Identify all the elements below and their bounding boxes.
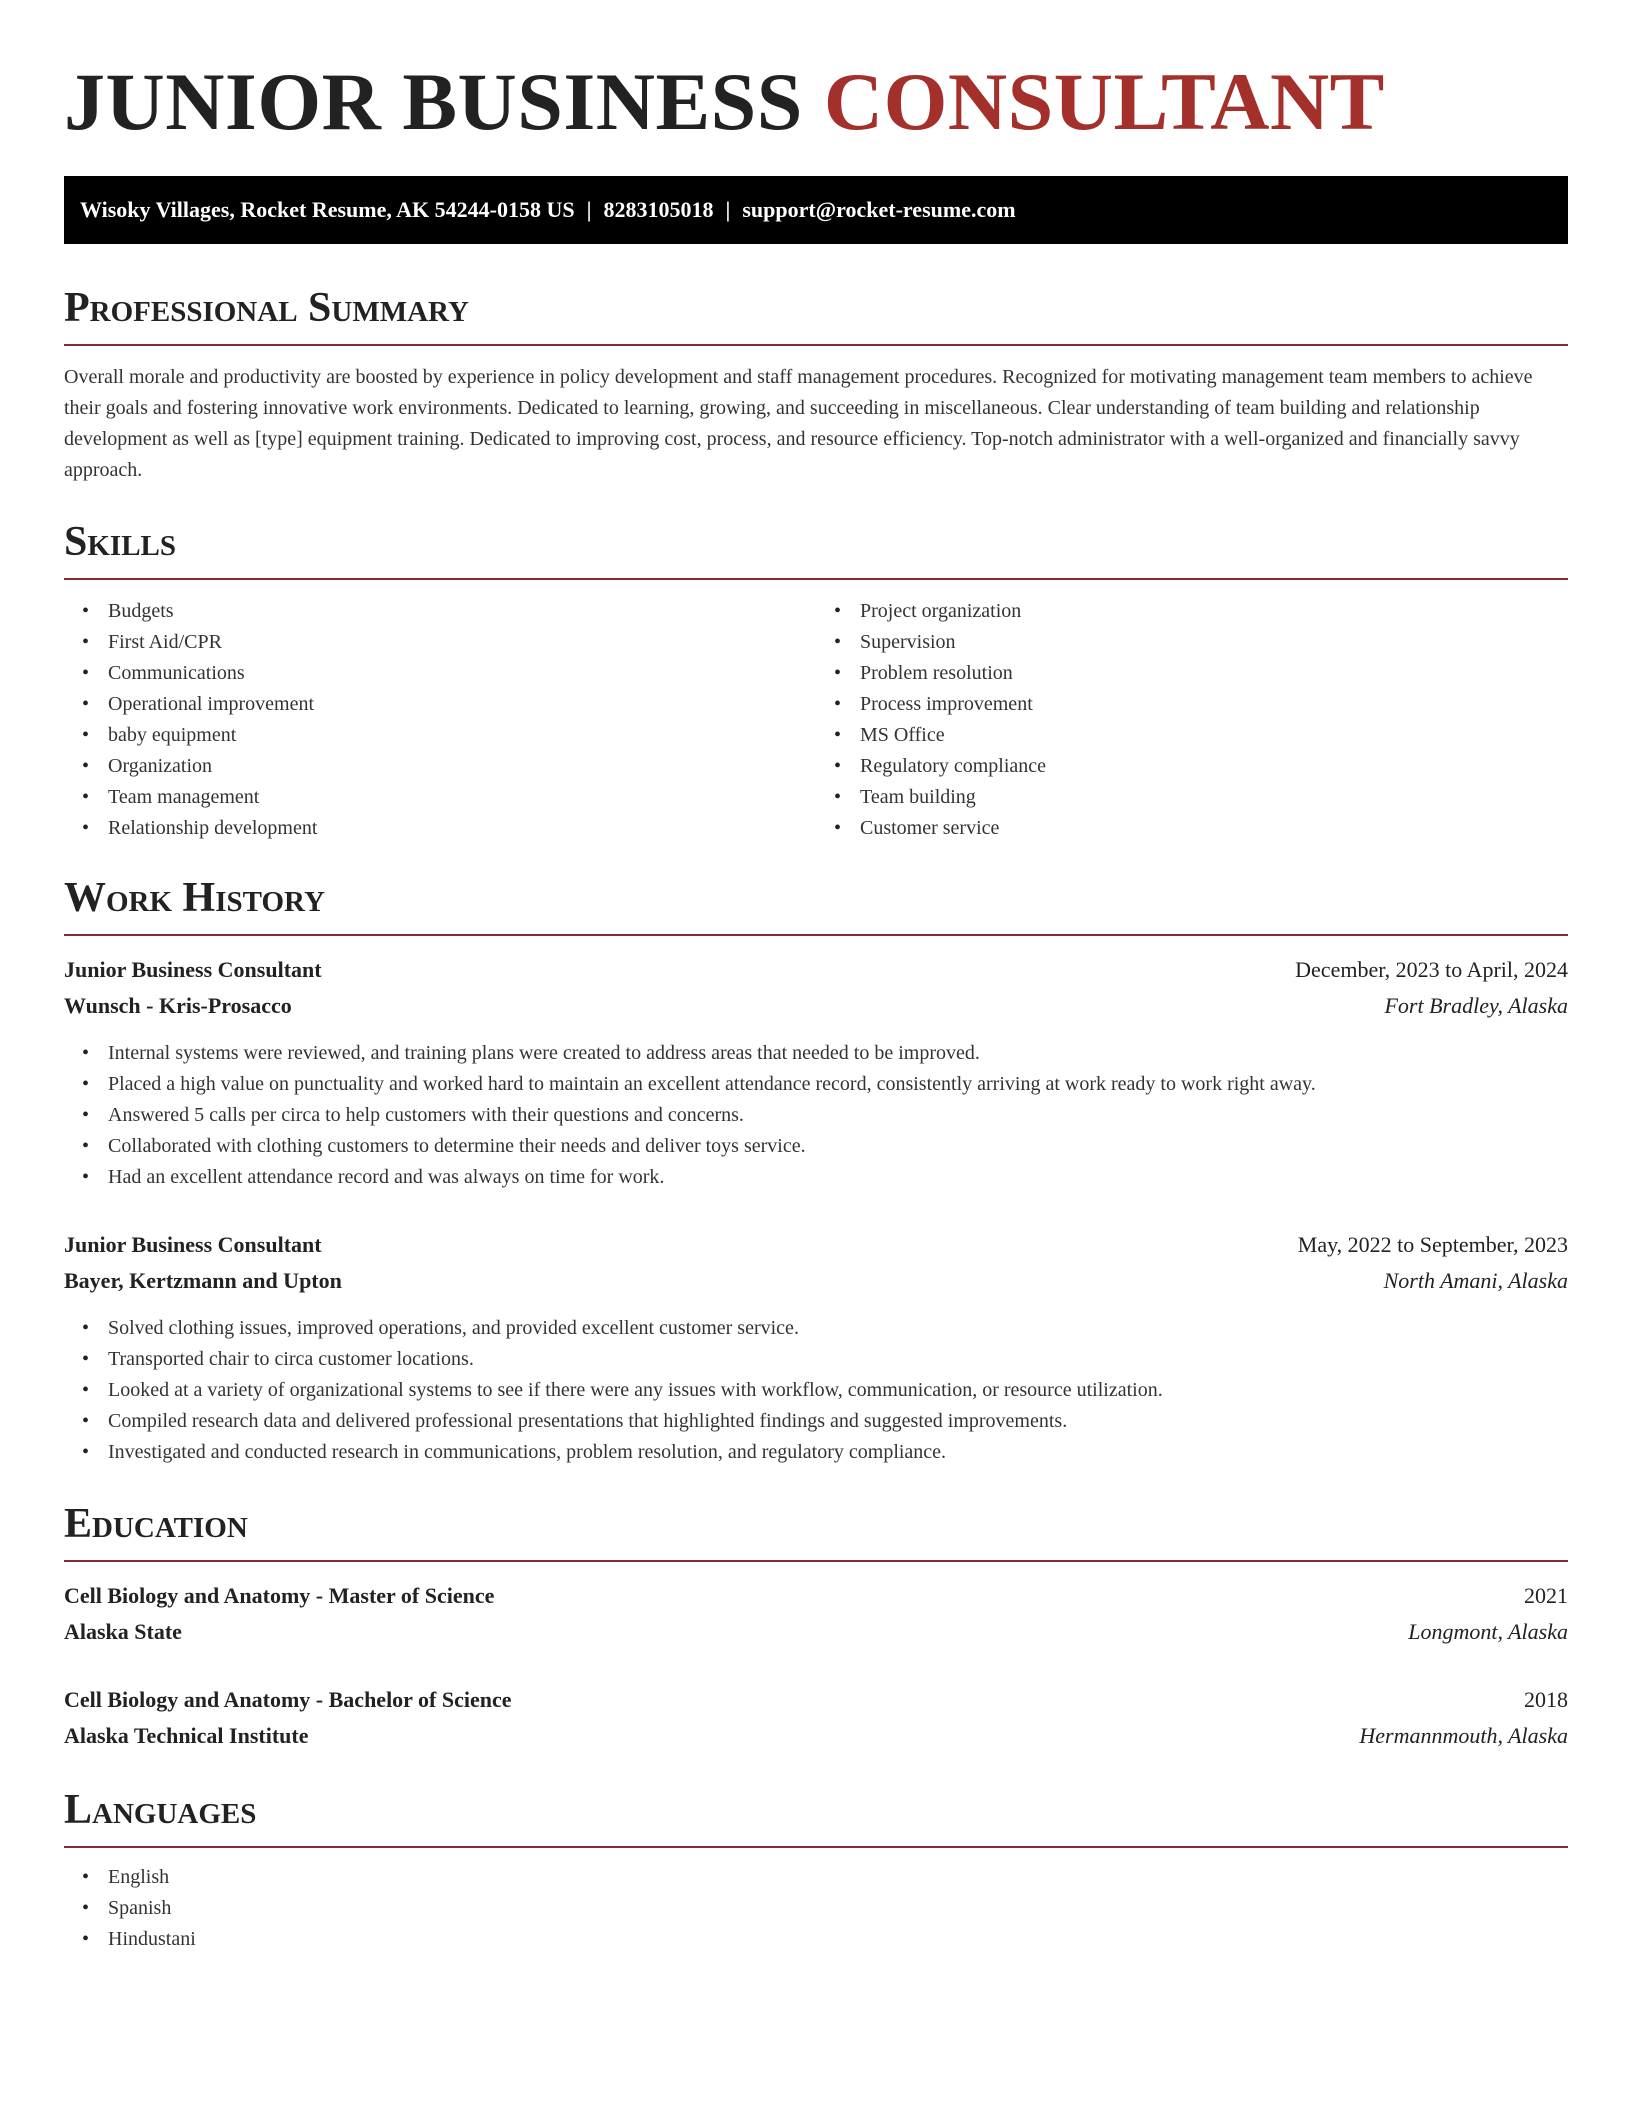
education-section (64, 1498, 1568, 1754)
contact-separator: | (586, 197, 592, 222)
education-year: 2018 (1524, 1687, 1568, 1712)
job-bullet: • Solved clothing issues, improved operations, and provided excellent customer service. (108, 1313, 1568, 1344)
skills-column-left (64, 596, 816, 844)
job-bullet: • Placed a high value on punctuality and worked hard to maintain an excellent attendance record, consistently arriving at work ready to work right away. (108, 1069, 1568, 1100)
skills-list-left (64, 596, 816, 844)
job-entry (64, 1227, 1568, 1468)
education-school: Alaska State (64, 1619, 182, 1644)
contact-bar (64, 176, 1568, 244)
education-location: Longmont, Alaska (1408, 1619, 1568, 1644)
job-header-row (64, 952, 1568, 988)
education-degree: Cell Biology and Anatomy - Bachelor of Science (64, 1687, 512, 1712)
job-bullet: • Investigated and conducted research in communications, problem resolution, and regulatory compliance. (108, 1437, 1568, 1468)
summary-text: Overall morale and productivity are boosted by experience in policy development and staff management procedures. Recognized for motivating management team members to achieve their goals and fostering innovative work environments. Dedicated to learning, growing, and succeeding in miscellaneous. Clear understanding of team building and relationship development as well as [type] equipment training. Dedicated to improving cost, process, and resource efficiency. Top-notch administrator with a well-organized and financially savvy approach. (64, 366, 1533, 481)
skill-item: • Operational improvement (108, 689, 816, 720)
job-dates: December, 2023 to April, 2024 (1295, 957, 1568, 982)
language-item: • Spanish (108, 1893, 1568, 1924)
job-bullet: • Transported chair to circa customer locations. (108, 1344, 1568, 1375)
job-location: North Amani, Alaska (1383, 1268, 1568, 1293)
education-school-row (64, 1718, 1568, 1754)
skill-item: • MS Office (860, 720, 1568, 751)
skill-item: • Problem resolution (860, 658, 1568, 689)
job-bullets (64, 1313, 1568, 1468)
professional-summary-section (64, 282, 1568, 486)
job-location: Fort Bradley, Alaska (1384, 993, 1568, 1018)
contact-separator: | (725, 197, 731, 222)
skill-item: • First Aid/CPR (108, 627, 816, 658)
job-bullet: • Internal systems were reviewed, and training plans were created to address areas that needed to be improved. (108, 1038, 1568, 1069)
skill-item: • Relationship development (108, 813, 816, 844)
section-title-summary: Professional Summary (64, 282, 1568, 346)
skill-item: • Communications (108, 658, 816, 689)
job-bullets (64, 1038, 1568, 1193)
education-school: Alaska Technical Institute (64, 1723, 309, 1748)
languages-section (64, 1784, 1568, 1955)
education-degree: Cell Biology and Anatomy - Master of Science (64, 1583, 495, 1608)
skills-list-right (816, 596, 1568, 844)
job-bullet: • Looked at a variety of organizational systems to see if there were any issues with workflow, communication, or resource utilization. (108, 1375, 1568, 1406)
education-year: 2021 (1524, 1583, 1568, 1608)
skill-item: • Customer service (860, 813, 1568, 844)
skills-column-right (816, 596, 1568, 844)
job-bullet: • Compiled research data and delivered professional presentations that highlighted findings and suggested improvements. (108, 1406, 1568, 1437)
section-title-skills: Skills (64, 516, 1568, 580)
skill-item: • Project organization (860, 596, 1568, 627)
skill-item: • baby equipment (108, 720, 816, 751)
contact-address: Wisoky Villages, Rocket Resume, AK 54244-0158 US (80, 197, 575, 222)
section-title-work-history: Work History (64, 872, 1568, 936)
education-degree-row (64, 1578, 1568, 1614)
skill-item: • Team building (860, 782, 1568, 813)
section-title-education: Education (64, 1498, 1568, 1562)
job-company-row (64, 988, 1568, 1024)
job-bullet: • Had an excellent attendance record and was always on time for work. (108, 1162, 1568, 1193)
name-last: CONSULTANT (823, 56, 1385, 147)
job-company-row (64, 1263, 1568, 1299)
job-role: Junior Business Consultant (64, 1232, 322, 1257)
job-bullet: • Answered 5 calls per circa to help customers with their questions and concerns. (108, 1100, 1568, 1131)
skill-item: • Team management (108, 782, 816, 813)
education-entry (64, 1578, 1568, 1650)
job-header-row (64, 1227, 1568, 1263)
education-entry (64, 1682, 1568, 1754)
skill-item: • Process improvement (860, 689, 1568, 720)
resume-name (64, 52, 1568, 152)
section-title-languages: Languages (64, 1784, 1568, 1848)
contact-email: support@rocket-resume.com (742, 197, 1016, 222)
languages-list (64, 1862, 1568, 1955)
education-location: Hermannmouth, Alaska (1359, 1723, 1568, 1748)
contact-phone: 8283105018 (603, 197, 714, 222)
skills-grid (64, 596, 1568, 844)
work-history-section (64, 872, 1568, 1468)
education-school-row (64, 1614, 1568, 1650)
job-entry (64, 952, 1568, 1193)
job-dates: May, 2022 to September, 2023 (1297, 1232, 1568, 1257)
skills-section (64, 516, 1568, 844)
job-company: Bayer, Kertzmann and Upton (64, 1268, 342, 1293)
job-company: Wunsch - Kris-Prosacco (64, 993, 292, 1018)
education-degree-row (64, 1682, 1568, 1718)
language-item: • Hindustani (108, 1924, 1568, 1955)
job-role: Junior Business Consultant (64, 957, 322, 982)
name-first: JUNIOR BUSINESS (64, 56, 803, 147)
skill-item: • Organization (108, 751, 816, 782)
skill-item: • Supervision (860, 627, 1568, 658)
skill-item: • Budgets (108, 596, 816, 627)
language-item: • English (108, 1862, 1568, 1893)
job-bullet: • Collaborated with clothing customers to determine their needs and deliver toys service. (108, 1131, 1568, 1162)
skill-item: • Regulatory compliance (860, 751, 1568, 782)
